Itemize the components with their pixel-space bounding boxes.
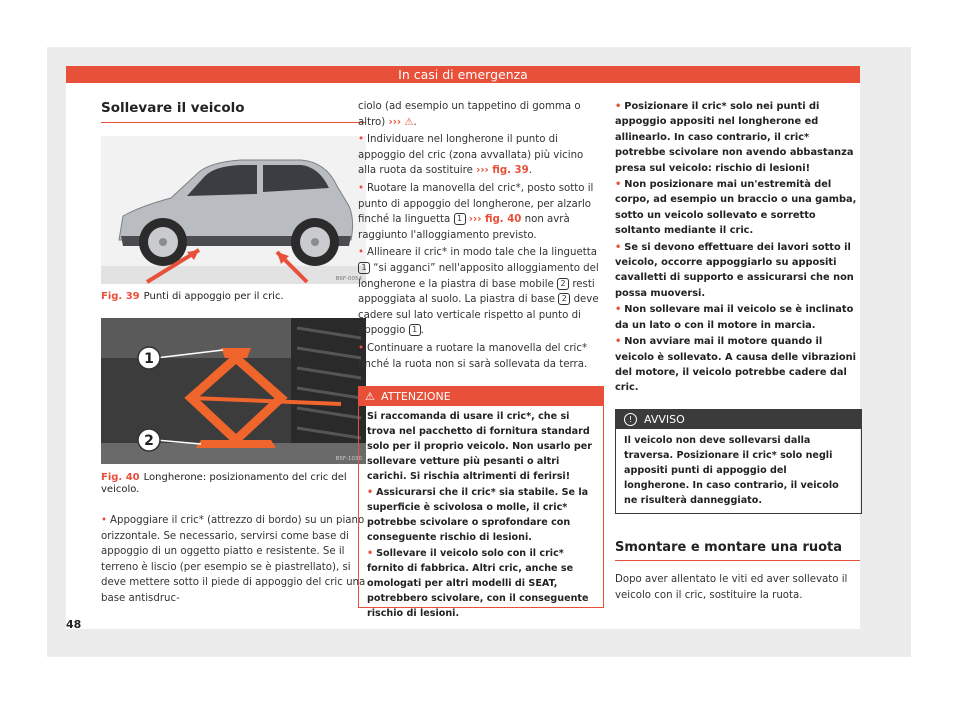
figure-caption-text: Punti di appoggio per il cric. xyxy=(143,291,284,302)
notice-title: AVVISO xyxy=(644,413,685,426)
callout-number: 1 xyxy=(409,324,421,336)
warning-item: • Posizionare il cric* solo nei punti di appoggio appositi nel longherone ed allinearlo. In caso contrario, il cric* potrebbe scivolare non avendo abbastanza presa sul veicolo: rischio di lesioni! xyxy=(615,101,854,174)
left-column-text xyxy=(101,513,368,609)
figure-link[interactable]: ››› fig. 40 xyxy=(468,214,522,226)
page-number: 48 xyxy=(66,618,82,631)
callout-1: 1 xyxy=(144,351,154,367)
callout-number: 2 xyxy=(557,278,569,290)
warning-box xyxy=(358,386,604,619)
paragraph: ciolo (ad esempio un tappetino di gomma o altro) ››› ⚠. xyxy=(358,101,581,128)
warning-item: • Non posizionare mai un'estremità del corpo, ad esempio un braccio o una gamba, sotto un veicolo sollevato e sorretto soltanto mediante il cric. xyxy=(615,179,857,237)
paragraph: • Ruotare la manovella del cric*, posto sotto il punto di appoggio del longherone, per alzarlo finché la linguetta 1 ››› fig. 40 non avrà raggiunto l'alloggiamento previsto. xyxy=(358,182,594,241)
callout-number: 2 xyxy=(558,293,570,305)
warning-item: • Non sollevare mai il veicolo se è inclinato da un lato o con il motore in marcia. xyxy=(615,304,854,331)
car-side-illustration xyxy=(101,136,366,284)
notice-header xyxy=(616,410,861,429)
figure-caption-text: Longherone: posizionamento del cric del veicolo. xyxy=(101,472,347,495)
warning-intro: Si raccomanda di usare il cric*, che si trova nel pacchetto di fornitura standard solo per il proprio veicolo. Non usarlo per sollevare vetture più pesanti o altri carichi. Si rischia altrimenti di ferirsi! xyxy=(367,411,592,482)
figure-link[interactable]: ››› fig. 39 xyxy=(476,165,529,177)
paragraph-text: Appoggiare il cric* (attrezzo di bordo) su un piano orizzontale. Se necessario, servirsi come base di appoggio di un oggetto piatto e resistente. Se il terreno è liscio (per esempio se è piastrellato), si deve mettere sotto il piede di appoggio del cric una base antisdruc- xyxy=(101,515,366,604)
figure-label: Fig. 39 xyxy=(101,291,140,302)
warning-triangle-icon: ⚠ xyxy=(365,390,375,403)
warning-title: ATTENZIONE xyxy=(381,390,451,403)
paragraph: • Appoggiare il cric* (attrezzo di bordo) su un piano orizzontale. Se necessario, servirsi come base di appoggio di un oggetto piatto e resistente. Se il terreno è liscio (per esempio se è piastrellato), si deve mettere sotto il piede di appoggio del cric una base antisdruc- xyxy=(101,515,366,604)
figure-code: B5F-1030 xyxy=(335,456,362,462)
figure-39-car-image xyxy=(101,136,366,284)
warning-triangle-icon: ⚠ xyxy=(404,116,414,128)
figure-40-caption xyxy=(101,472,366,496)
subsection-title: Smontare e montare una ruota xyxy=(615,540,860,561)
figure-39-caption xyxy=(101,291,366,303)
chapter-header: In casi di emergenza xyxy=(66,66,860,83)
paragraph: • Individuare nel longherone il punto di appoggio del cric (zona avvallata) più vicino alla ruota da sostituire ››› fig. 39. xyxy=(358,134,584,177)
figure-40-jack-image xyxy=(101,318,366,464)
warning-item: • Assicurarsi che il cric* sia stabile. Se la superficie è scivolosa o molle, il cric* potrebbe scivolare o sprofondare con conseguente rischio di lesioni. xyxy=(367,487,589,543)
right-warning-list xyxy=(615,99,860,397)
callout-2: 2 xyxy=(144,433,154,449)
warning-item: • Non avviare mai il motore quando il veicolo è sollevato. A causa delle vibrazioni del motore, il veicolo potrebbe cadere dal cric. xyxy=(615,336,856,394)
callout-number: 1 xyxy=(454,213,466,225)
callout-number: 1 xyxy=(358,262,370,274)
middle-column-text xyxy=(358,99,602,374)
info-icon: ! xyxy=(624,413,637,426)
figure-label: Fig. 40 xyxy=(101,472,140,483)
warning-header xyxy=(359,387,603,406)
notice-box xyxy=(615,409,862,514)
warning-item: • Se si devono effettuare dei lavori sotto il veicolo, occorre appoggiarlo su appositi cavalletti di supporto e assicurarsi che non possa muoversi. xyxy=(615,241,854,299)
cross-ref[interactable]: ››› xyxy=(388,116,402,128)
notice-text: Il veicolo non deve sollevarsi dalla traversa. Posizionare il cric* solo negli appositi punti di appoggio del longherone. In caso contrario, il veicolo ne risulterà danneggiato. xyxy=(624,435,839,506)
section-title: Sollevare il veicolo xyxy=(101,100,365,123)
warning-item: • Sollevare il veicolo solo con il cric* fornito di fabbrica. Altri cric, anche se omologati per altri modelli di SEAT, potrebbero scivolare, con il conseguente rischio di lesioni. xyxy=(367,548,589,619)
manual-page xyxy=(66,66,860,629)
paragraph: • Continuare a ruotare la manovella del cric* finché la ruota non si sarà sollevata da terra. xyxy=(358,342,588,370)
jack-illustration xyxy=(101,318,366,464)
figure-code: B6F-0054 xyxy=(335,276,362,282)
warning-body xyxy=(359,406,603,621)
paragraph: • Allineare il cric* in modo tale che la linguetta 1 “si agganci” nell'apposito alloggiamento del longherone e la piastra di base mobile 2 resti appoggiata al suolo. La piastra di base 2 deve cadere sul lato verticale rispetto al punto di appoggio 1 . xyxy=(358,247,599,337)
subsection-text: Dopo aver allentato le viti ed aver sollevato il veicolo con il cric, sostituire la ruota. xyxy=(615,574,848,601)
